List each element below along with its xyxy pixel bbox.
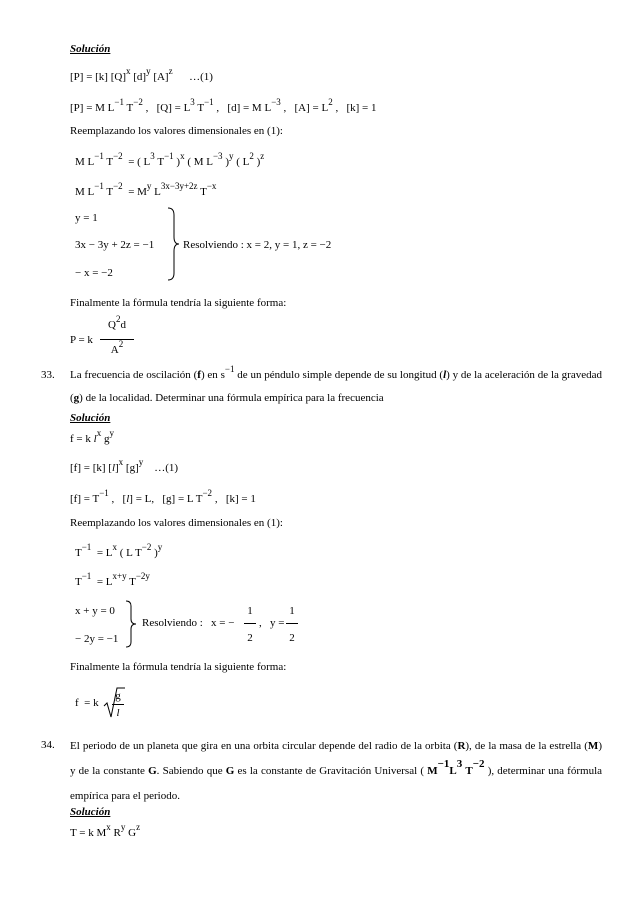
substitution-1: $T^{-1} = L^x$ ( L $T^{-2}$ )$^y$ bbox=[75, 542, 163, 559]
general-equation: T = k $M^x$ $R^y$ $G^z$ bbox=[70, 822, 141, 839]
fraction-bar bbox=[112, 704, 124, 705]
system-brace bbox=[124, 600, 138, 648]
solution-heading: Solución bbox=[70, 806, 111, 818]
substitution-2: $T^{-1} = L^{x+y}$ $T^{-2y}$ bbox=[75, 571, 150, 588]
general-equation: f = k $l^x$ $g^y$ bbox=[70, 428, 114, 445]
formula-denominator: l bbox=[116, 707, 120, 719]
system-eq-1: y = 1 bbox=[75, 212, 98, 224]
dimensions-line: [P] = M $L^{-1}$ $T^{-2}$ , $[Q] = L^3$ $T^{-1}$ , [d] = M $L^{-3}$ , $[A] = L^2$ , [k] = 1 bbox=[70, 97, 377, 114]
system-eq-1: x + y = 0 bbox=[75, 605, 115, 617]
formula-denominator: $A^2$ bbox=[110, 339, 124, 356]
system-eq-2: 3x − 3y + 2z = −1 bbox=[75, 239, 155, 251]
fraction-bar bbox=[244, 623, 256, 624]
system-eq-3: − x = −2 bbox=[75, 267, 113, 279]
replacing-text: Reemplazando los valores dimensionales en (1): bbox=[70, 125, 283, 137]
y-denominator: 2 bbox=[289, 632, 295, 644]
x-numerator: 1 bbox=[247, 605, 253, 617]
formula-lhs: f = k bbox=[75, 697, 99, 709]
substitution-1: M $L^{-1}$ $T^{-2}$ = ( $L^3$ $T^{-1}$ )$^x$ ( M $L^{-3}$ )$^y$ ( $L^2$ )$^z$ bbox=[75, 151, 265, 168]
formula-lhs: P = k bbox=[70, 334, 93, 346]
solving-label: Resolviendo : x = − bbox=[142, 617, 235, 629]
solving-separator: , y = bbox=[259, 617, 285, 629]
dimensions-line: $[f] = T^{-1}$ , [l] = L, [g] = L $T^{-2}$ , [k] = 1 bbox=[70, 488, 256, 505]
substitution-2: M $L^{-1}$ $T^{-2} = M^y$ $L^{3x-3y+2z}$ $T^{-x}$ bbox=[75, 181, 217, 198]
problem-34-statement: El periodo de un planeta que gira en una orbita circular depende del radio de la orbita (R), de la masa de la estrella (M) y de la constante G. Sabiendo que G es la constante de Gravitación Universal ( M−1L3 T−2 ), determinar una fórmula empírica para el periodo. bbox=[70, 740, 603, 802]
solving-result: Resolviendo : x = 2, y = 1, z = −2 bbox=[183, 239, 332, 251]
solution-heading: Solución bbox=[70, 412, 111, 424]
problem-33-number: 33. bbox=[41, 369, 55, 381]
system-brace bbox=[166, 207, 180, 281]
finally-text: Finalmente la fórmula tendría la siguiente forma: bbox=[70, 297, 287, 309]
solution-heading: Solución bbox=[70, 43, 111, 55]
fraction-bar bbox=[286, 623, 298, 624]
replacing-text: Reemplazando los valores dimensionales en (1): bbox=[70, 517, 283, 529]
formula-numerator: $Q^2d$ bbox=[108, 314, 126, 331]
finally-text: Finalmente la fórmula tendría la siguiente forma: bbox=[70, 661, 287, 673]
system-eq-2: − 2y = −1 bbox=[75, 633, 119, 645]
dimensional-equation: [f] = [k] $[l]^x$ $[g]^y$ …(1) bbox=[70, 457, 179, 474]
problem-33-statement: La frecuencia de oscilación (f) en $s^{-1}$ de un péndulo simple depende de su longitud (l) y de la aceleración de la gravedad (g) de la localidad. Determinar una fórmula empírica para la frecuencia bbox=[70, 364, 602, 404]
problem-34-number: 34. bbox=[41, 739, 55, 751]
general-equation: [P] = [k] $[Q]^x$ $[d]^y$ $[A]^z$ …(1) bbox=[70, 66, 213, 83]
x-denominator: 2 bbox=[247, 632, 253, 644]
fraction-bar bbox=[100, 339, 134, 340]
y-numerator: 1 bbox=[289, 605, 295, 617]
formula-numerator: g bbox=[115, 690, 121, 702]
